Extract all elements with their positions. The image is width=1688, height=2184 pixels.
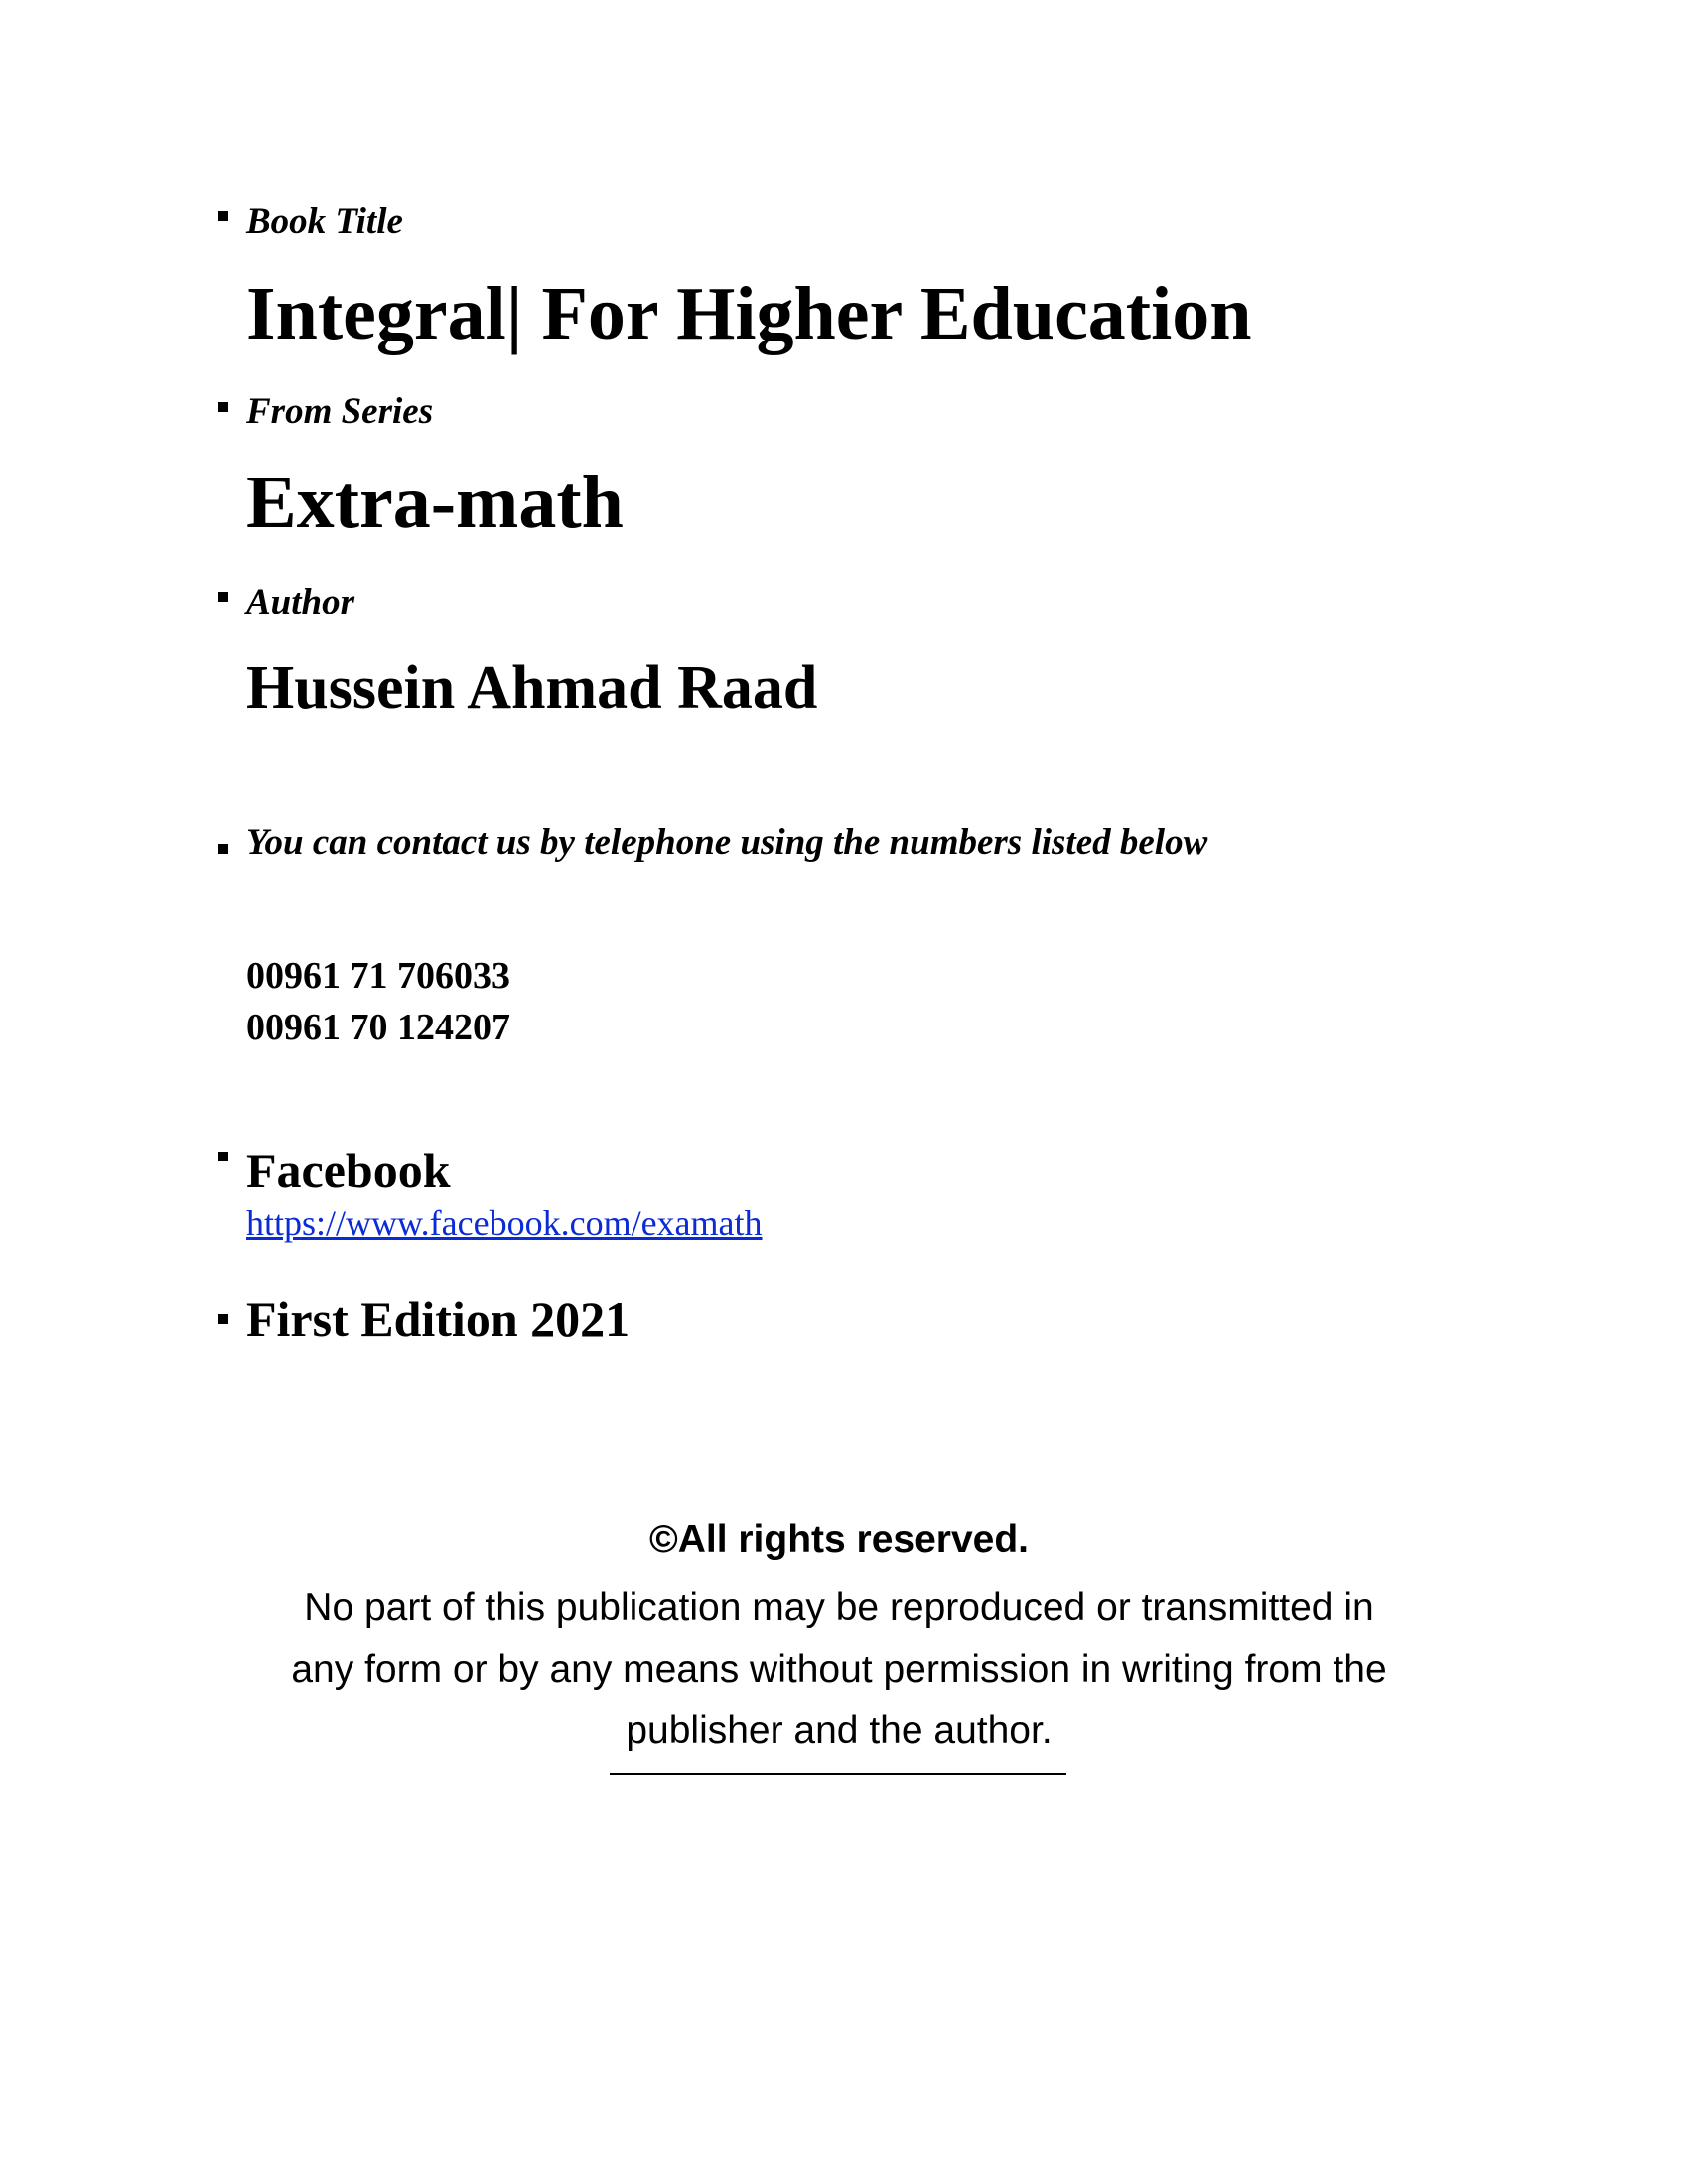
phone-number: 00961 70 124207 <box>246 1007 510 1048</box>
series-name: Extra-math <box>246 461 624 544</box>
bullet-icon <box>218 211 228 221</box>
author-label: Author <box>246 582 355 622</box>
copyright-line: No part of this publication may be reproduced or transmitted in <box>304 1585 1374 1629</box>
phone-number: 00961 71 706033 <box>246 955 510 997</box>
series-label: From Series <box>246 391 434 432</box>
facebook-label: Facebook <box>246 1143 451 1198</box>
copyright-line: publisher and the author. <box>626 1708 1053 1752</box>
bullet-icon <box>218 1314 228 1324</box>
bullet-icon <box>218 592 228 602</box>
book-title-label: Book Title <box>246 202 403 242</box>
contact-label: You can contact us by telephone using the numbers listed below <box>246 822 1208 863</box>
author-name: Hussein Ahmad Raad <box>246 654 818 722</box>
copyright-line: any form or by any means without permission in writing from the <box>291 1647 1387 1691</box>
bullet-icon <box>218 1152 228 1161</box>
copyright-block <box>228 1517 1450 1762</box>
facebook-link[interactable]: https://www.facebook.com/examath <box>246 1203 763 1243</box>
copyright-heading: ©All rights reserved. <box>648 1518 1030 1561</box>
edition: First Edition 2021 <box>246 1292 631 1347</box>
divider <box>610 1773 1066 1775</box>
book-title: Integral| For Higher Education <box>246 272 1252 355</box>
bullet-icon <box>218 402 228 412</box>
bullet-icon <box>218 844 228 854</box>
